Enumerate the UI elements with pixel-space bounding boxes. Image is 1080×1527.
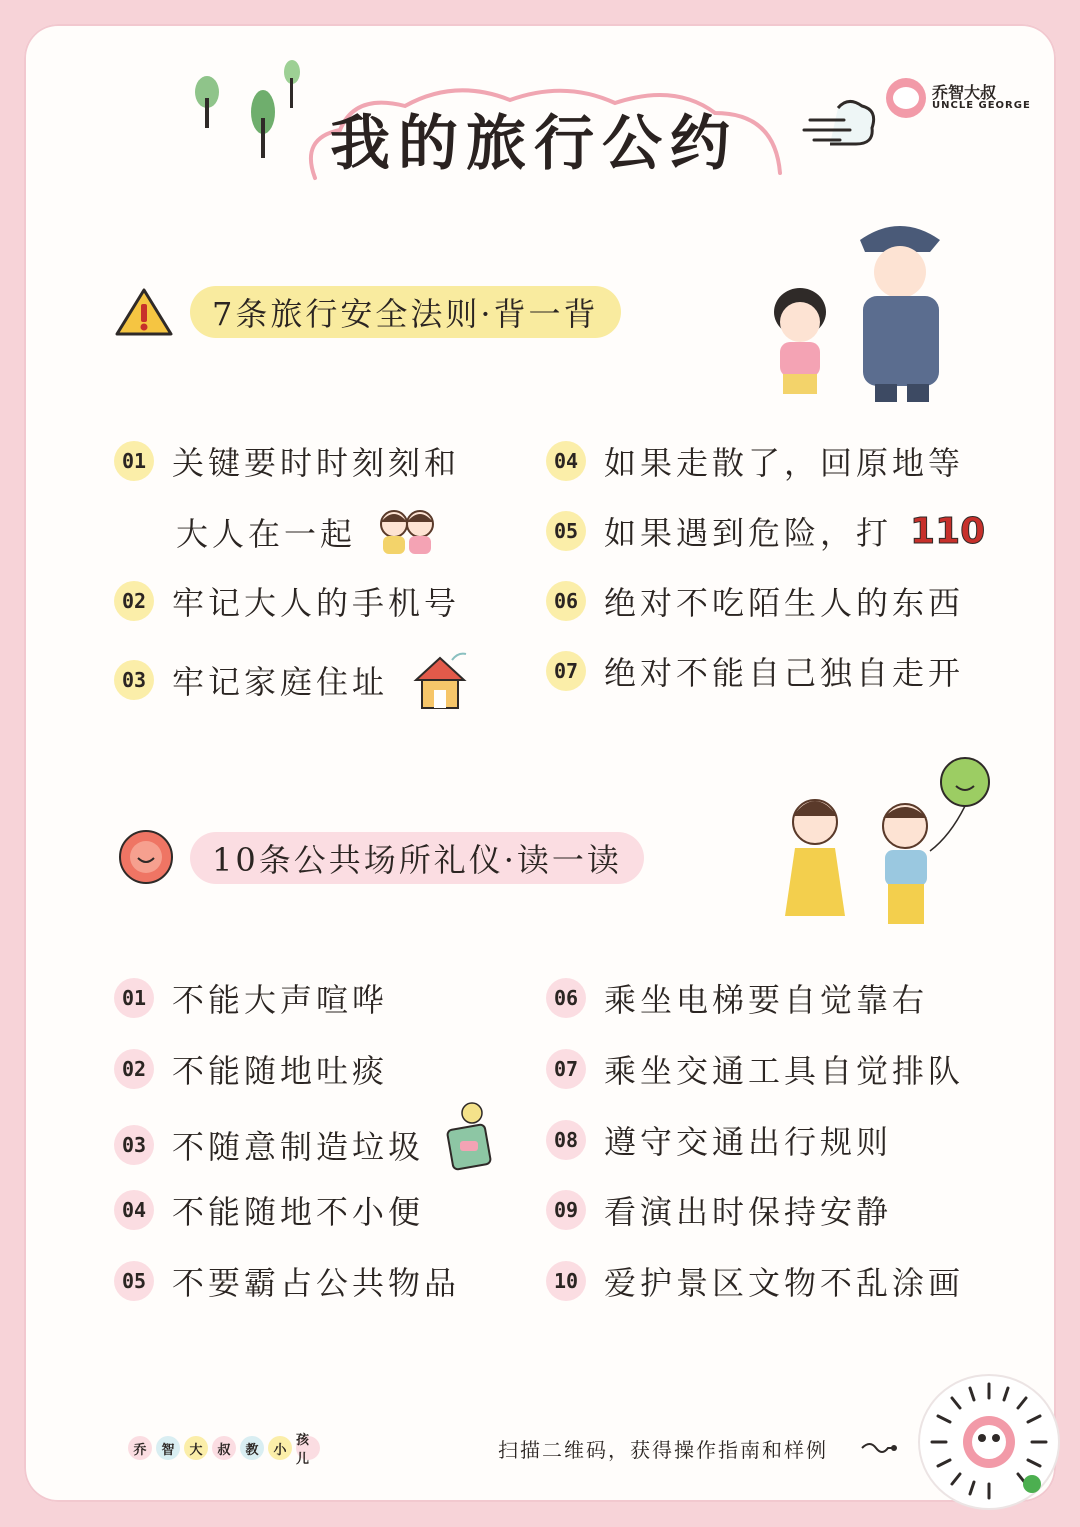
rule-text: 大人在一起 xyxy=(176,515,357,553)
children-icon xyxy=(374,508,440,556)
rule-text: 乘坐交通工具自觉排队 xyxy=(604,1052,965,1090)
trash-bin-icon xyxy=(442,1097,502,1173)
safety-rule-item xyxy=(114,578,460,624)
rule-text: 不随意制造垃圾 xyxy=(172,1128,425,1166)
scan-instruction: 扫描二维码，获得操作指南和样例 xyxy=(498,1438,828,1462)
rule-number: 06 xyxy=(546,581,586,621)
rule-number: 04 xyxy=(114,1190,154,1230)
rule-text: 牢记大人的手机号 xyxy=(172,584,461,622)
panda-icon xyxy=(886,78,926,118)
house-icon xyxy=(412,648,470,712)
rule-text: 牢记家庭住址 xyxy=(172,663,389,701)
page-title: 我的旅行公约 xyxy=(330,109,738,179)
etiquette-rule-item xyxy=(546,975,928,1021)
etiquette-rule-item xyxy=(546,1046,964,1092)
rule-text: 不能大声喧哗 xyxy=(172,981,389,1019)
rule-text: 如果走散了，回原地等 xyxy=(604,444,965,482)
etiquette-rule-item xyxy=(114,1258,460,1304)
rule-number: 06 xyxy=(546,978,586,1018)
slogan-char: 智 xyxy=(156,1436,180,1460)
brand-name-cn: 乔智大叔 xyxy=(932,83,997,102)
rule-number: 03 xyxy=(114,1125,154,1165)
rule-number: 04 xyxy=(546,441,586,481)
rule-text: 关键要时时刻刻和 xyxy=(172,444,461,482)
rule-number: 03 xyxy=(114,660,154,700)
flower-icon xyxy=(114,828,178,886)
safety-rule-item xyxy=(114,648,470,712)
emergency-number: 110 xyxy=(910,510,986,552)
slogan-char: 孩儿 xyxy=(296,1436,320,1460)
section-etiquette-heading: 10条公共场所礼仪·读一读 xyxy=(190,832,644,884)
etiquette-rule-item xyxy=(114,1046,388,1092)
rule-number: 07 xyxy=(546,1049,586,1089)
section-safety-heading: 7条旅行安全法则·背一背 xyxy=(190,286,621,338)
rule-number: 05 xyxy=(114,1261,154,1301)
etiquette-rule-item xyxy=(114,975,388,1021)
safety-rule-item xyxy=(114,438,460,484)
qr-code[interactable] xyxy=(920,1376,1058,1508)
slogan-char: 教 xyxy=(240,1436,264,1460)
police-and-girl-illustration xyxy=(765,212,955,412)
safety-rule-item xyxy=(546,578,964,624)
slogan-char: 叔 xyxy=(212,1436,236,1460)
safety-rule-item xyxy=(546,648,964,694)
rule-text: 不要霸占公共物品 xyxy=(172,1264,461,1302)
safety-rule-continuation xyxy=(176,508,440,556)
etiquette-rule-item xyxy=(114,1187,424,1233)
rule-number: 05 xyxy=(546,511,586,551)
rule-number: 01 xyxy=(114,978,154,1018)
etiquette-rule-item xyxy=(546,1187,892,1233)
rule-text: 爱护景区文物不乱涂画 xyxy=(604,1264,965,1302)
safety-rule-item xyxy=(546,508,985,554)
rule-number: 02 xyxy=(114,1049,154,1089)
rule-number: 08 xyxy=(546,1120,586,1160)
rule-text: 看演出时保持安静 xyxy=(604,1193,893,1231)
rule-number: 10 xyxy=(546,1261,586,1301)
slogan-char: 小 xyxy=(268,1436,292,1460)
brand-name-en: UNCLE GEORGE xyxy=(932,100,1031,111)
trees-illustration xyxy=(190,58,300,168)
rule-number: 07 xyxy=(546,651,586,691)
two-kids-balloon-illustration xyxy=(760,756,1000,946)
rule-number: 01 xyxy=(114,441,154,481)
safety-rule-item xyxy=(546,438,964,484)
rule-text: 不能随地不小便 xyxy=(172,1193,425,1231)
rule-text: 绝对不能自己独自走开 xyxy=(604,654,965,692)
rule-number: 09 xyxy=(546,1190,586,1230)
arrow-icon xyxy=(860,1438,900,1458)
warning-icon xyxy=(114,286,174,338)
slogan-char: 大 xyxy=(184,1436,208,1460)
brand-logo xyxy=(886,78,1031,118)
wind-cloud-illustration xyxy=(800,96,880,160)
rule-text: 遵守交通出行规则 xyxy=(604,1123,893,1161)
slogan-char: 乔 xyxy=(128,1436,152,1460)
etiquette-rule-item xyxy=(546,1117,892,1163)
rule-number: 02 xyxy=(114,581,154,621)
rule-text: 乘坐电梯要自觉靠右 xyxy=(604,981,929,1019)
etiquette-rule-item xyxy=(114,1117,502,1173)
rule-text: 不能随地吐痰 xyxy=(172,1052,389,1090)
footer-slogan xyxy=(128,1433,320,1467)
rule-text: 绝对不吃陌生人的东西 xyxy=(604,584,965,622)
rule-text: 如果遇到危险，打 xyxy=(604,514,893,552)
qr-pattern-icon xyxy=(920,1376,1058,1508)
etiquette-rule-item xyxy=(546,1258,964,1304)
